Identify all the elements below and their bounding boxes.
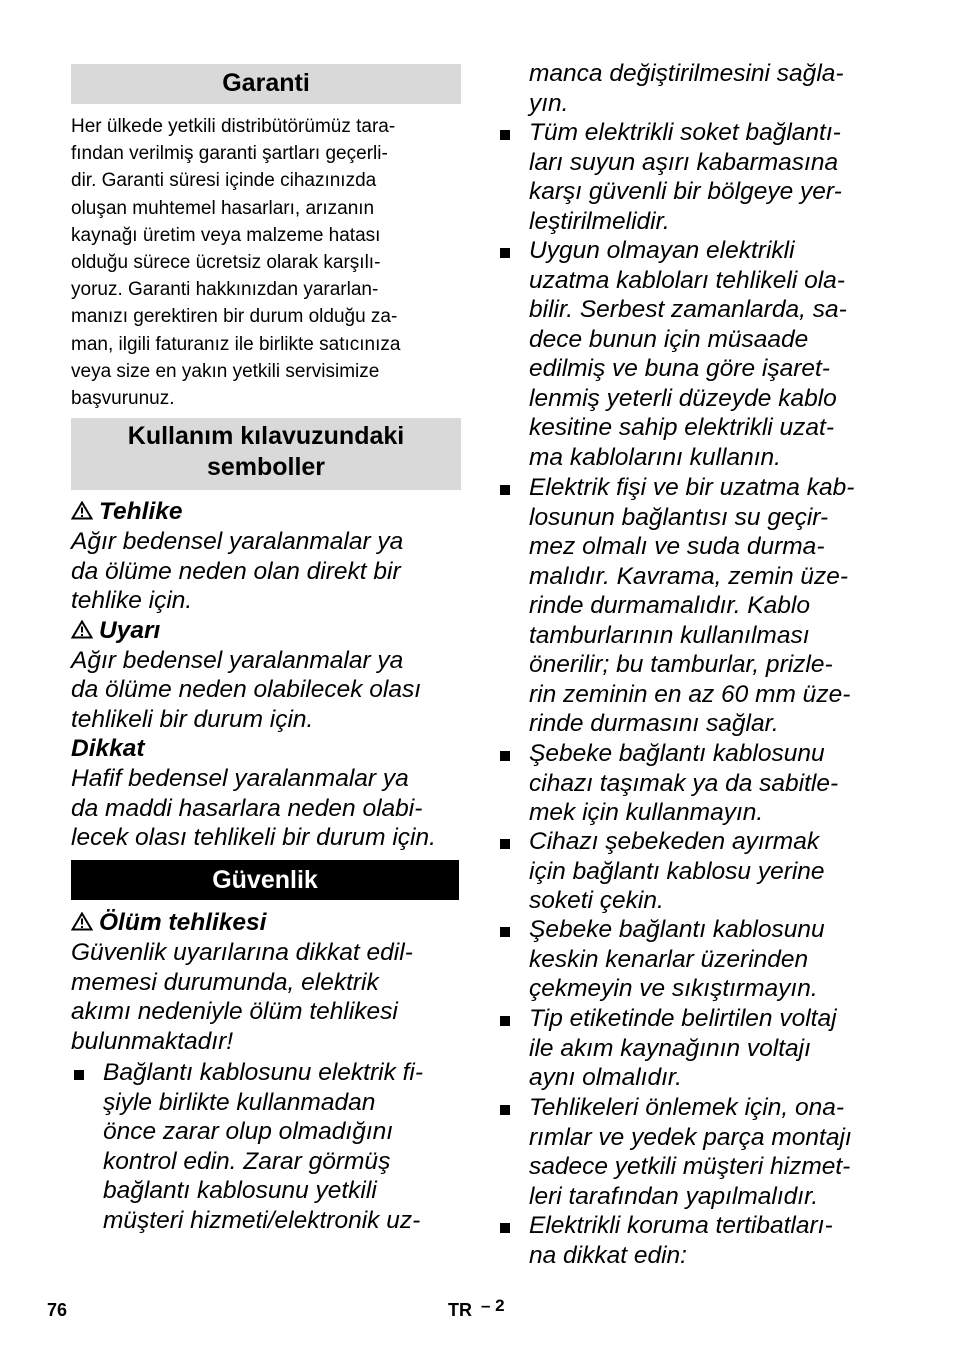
garanti-line: fından verilmiş garanti şartları geçerli- <box>71 143 388 165</box>
dikkat-line: da maddi hasarlara neden olabi- <box>71 794 423 822</box>
bullet-square <box>500 485 510 495</box>
bullet-line: edilmiş ve buna göre işaret- <box>529 355 830 382</box>
bullet-line: Bağlantı kablosunu elektrik fi- <box>103 1059 424 1086</box>
bullet-line: için bağlantı kablosu yerine <box>529 857 825 885</box>
olum-block <box>71 908 471 1056</box>
bullet-line: soketi çekin. <box>529 887 664 914</box>
bullet-square <box>500 130 510 140</box>
bullet-line: Uygun olmayan elektrikli <box>529 237 795 264</box>
bullet-line: leri tarafından yapılmalıdır. <box>529 1182 819 1210</box>
bullet-square <box>500 927 510 937</box>
bullet-line: rımlar ve yedek parça montajı <box>529 1123 852 1151</box>
bullet-line: şiyle birlikte kullanmadan <box>103 1088 376 1116</box>
dikkat-label: Dikkat <box>71 735 145 762</box>
list-item <box>497 236 897 472</box>
garanti-heading <box>71 64 461 104</box>
bullet-square <box>500 1016 510 1026</box>
tehlike-line: tehlike için. <box>71 587 193 614</box>
bullet-line: ile akım kaynağının voltajı <box>529 1034 811 1062</box>
bullet-line: dece bunun için müsaade <box>529 325 809 353</box>
tehlike-block <box>71 497 471 853</box>
bullet-line: mez olmalı ve suda durma- <box>529 533 825 560</box>
symbols-title-line: Kullanım kılavuzundaki <box>127 422 405 450</box>
olum-line: bulunmaktadır! <box>71 1027 234 1055</box>
bullet-line: önerilir; bu tamburlar, prizle- <box>529 651 833 678</box>
bullet-line: Elektrik fişi ve bir uzatma kab- <box>529 474 855 501</box>
footer-section: – 2 <box>481 1296 505 1315</box>
bullet-line: bilir. Serbest zamanlarda, sa- <box>529 296 847 323</box>
bullet-line: cihazı taşımak ya da sabitle- <box>529 769 839 797</box>
olum-label: Ölüm tehlikesi <box>99 909 267 936</box>
warning-icon <box>71 501 93 520</box>
olum-line: Güvenlik uyarılarına dikkat edil- <box>71 939 413 966</box>
bullet-line: na dikkat edin: <box>529 1241 687 1269</box>
bullet-line: lenmiş yeterli düzeyde kablo <box>529 384 837 412</box>
garanti-title: Garanti <box>222 69 310 97</box>
bullet-line: mek için kullanmayın. <box>529 799 764 826</box>
garanti-line: Her ülkede yetkili distribütörümüz tara- <box>71 116 396 137</box>
uyari-line: Ağır bedensel yaralanmalar ya <box>71 646 404 674</box>
bullet-line: rinde durmasını sağlar. <box>529 710 779 737</box>
garanti-line: man, ilgili faturanız ile birlikte satıcınıza <box>71 333 401 355</box>
uyari-line: da ölüme neden olabilecek olası <box>71 676 422 703</box>
continuation-line: yın. <box>529 89 569 117</box>
bullet-line: keskin kenarlar üzerinden <box>529 945 809 973</box>
bullet-line: Şebeke bağlantı kablosunu <box>529 916 825 943</box>
bullet-square <box>500 839 510 849</box>
bullet-line: önce zarar olup olmadığını <box>103 1118 394 1145</box>
bullet-line: aynı olmalıdır. <box>529 1064 682 1091</box>
bullet-square <box>500 751 510 761</box>
list-item <box>71 1058 471 1235</box>
bullet-line: Elektrikli koruma tertibatları- <box>529 1212 833 1239</box>
list-item <box>497 1004 897 1093</box>
garanti-line: başvurunuz. <box>71 388 175 410</box>
tehlike-label-row <box>71 497 471 527</box>
guvenlik-heading <box>71 860 459 900</box>
bullet-line: Tip etiketinde belirtilen voltaj <box>529 1005 837 1032</box>
olum-label-row <box>71 908 471 938</box>
page-number: 76 <box>47 1300 68 1320</box>
bullet-line: kontrol edin. Zarar görmüş <box>103 1147 391 1175</box>
uyari-line: tehlikeli bir durum için. <box>71 705 314 733</box>
bullet-square <box>500 1223 510 1233</box>
bullet-line: sadece yetkili müşteri hizmet- <box>529 1153 851 1180</box>
bullet-line: tamburlarının kullanılması <box>529 621 810 649</box>
garanti-line: yoruz. Garanti hakkınızdan yararlan- <box>71 279 379 301</box>
olum-line: memesi durumunda, elektrik <box>71 968 379 996</box>
bullet-line: rin zeminin en az 60 mm üze- <box>529 680 851 708</box>
bullet-line: Şebeke bağlantı kablosunu <box>529 740 825 767</box>
guvenlik-title: Güvenlik <box>212 866 318 894</box>
garanti-line: kaynağı üretim veya malzeme hatası <box>71 224 381 246</box>
tehlike-line: da ölüme neden olan direkt bir <box>71 557 401 585</box>
continuation-text <box>529 59 909 118</box>
bullet-line: bağlantı kablosunu yetkili <box>103 1177 377 1204</box>
garanti-body <box>71 113 471 412</box>
uyari-label-row <box>71 616 471 646</box>
garanti-line: olduğu sürece ücretsiz olarak karşılı- <box>71 252 381 274</box>
list-item <box>497 473 897 739</box>
dikkat-line: lecek olası tehlikeli bir durum için. <box>71 824 436 851</box>
bullet-square <box>500 248 510 258</box>
bullet-line: Tüm elektrikli soket bağlantı- <box>529 119 841 146</box>
bullet-line: kesitine sahip elektrikli uzat- <box>529 414 835 441</box>
list-item <box>497 118 897 236</box>
bullet-line: losunun bağlantısı su geçir- <box>529 503 829 531</box>
tehlike-line: Ağır bedensel yaralanmalar ya <box>71 528 404 555</box>
list-item <box>497 1093 897 1211</box>
bullet-line: ma kablolarını kullanın. <box>529 443 781 471</box>
dikkat-line: Hafif bedensel yaralanmalar ya <box>71 765 409 792</box>
bullet-line: çekmeyin ve sıkıştırmayın. <box>529 975 818 1002</box>
symbols-title-line: semboller <box>206 453 326 481</box>
list-item <box>497 1211 897 1270</box>
garanti-line: manızı gerektiren bir durum olduğu za- <box>71 306 398 328</box>
garanti-line: oluşan muhtemel hasarları, arızanın <box>71 197 375 219</box>
bullet-line: rinde durmamalıdır. Kablo <box>529 592 810 619</box>
list-item <box>497 827 897 916</box>
garanti-line: veya size en yakın yetkili servisimize <box>71 360 380 382</box>
bullet-line: leştirilmelidir. <box>529 207 670 235</box>
symbols-heading <box>71 418 461 490</box>
olum-line: akımı nedeniyle ölüm tehlikesi <box>71 998 398 1025</box>
bullet-line: ları suyun aşırı kabarmasına <box>529 148 839 176</box>
bullet-line: karşı güvenli bir bölgeye yer- <box>529 178 842 205</box>
list-item <box>497 915 897 1004</box>
uyari-label: Uyarı <box>99 616 161 644</box>
bullet-line: müşteri hizmeti/elektronik uz- <box>103 1206 421 1234</box>
bullet-line: Cihazı şebekeden ayırmak <box>529 828 820 855</box>
bullet-square <box>500 1105 510 1115</box>
continuation-line: manca değiştirilmesini sağla- <box>529 60 844 87</box>
footer-lang: TR <box>448 1300 472 1320</box>
bullet-line: uzatma kabloları tehlikeli ola- <box>529 266 845 294</box>
garanti-line: dir. Garanti süresi içinde cihazınızda <box>71 170 377 192</box>
warning-icon <box>71 912 93 931</box>
bullet-square <box>74 1070 84 1080</box>
bullet-line: malıdır. Kavrama, zemin üze- <box>529 562 849 590</box>
tehlike-label: Tehlike <box>99 498 183 525</box>
list-item <box>497 739 897 828</box>
bullet-line: Tehlikeleri önlemek için, ona- <box>529 1094 845 1121</box>
warning-icon <box>71 620 93 639</box>
